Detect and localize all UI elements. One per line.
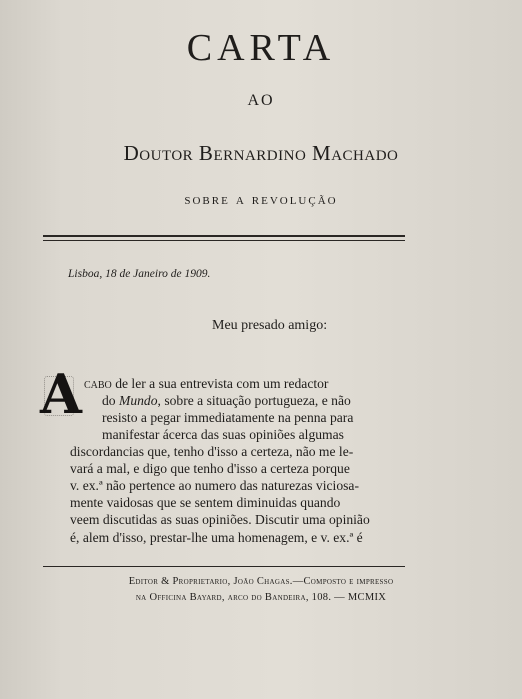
body-line-8: mente vaidosas que se sentem diminuidas quando [70, 495, 341, 510]
line1-text: de ler a sua entrevista com um redactor [115, 376, 329, 391]
body-line-2 [102, 393, 351, 409]
salutation: Meu presado amigo: [212, 318, 328, 333]
body-line-10: é, alem d'isso, prestar-lhe uma homenagem, e v. ex.ª é [70, 530, 363, 545]
newspaper-name: Mundo [119, 393, 158, 408]
body-line-1 [84, 376, 328, 392]
subject-heading: sobre a revolução [184, 191, 338, 208]
footer-rule [43, 566, 405, 567]
document-title: CARTA [186, 27, 336, 69]
header-rule-top [43, 235, 405, 237]
body-line-3: resisto a pegar immediatamente na penna para [102, 410, 354, 425]
footer-line-2: na Officina Bayard, arco do Bandeira, 108. — MCMIX [135, 592, 387, 603]
body-line-7: v. ex.ª não pertence ao numero das naturezas viciosa- [70, 478, 359, 493]
body-line-4: manifestar ácerca das suas opiniões algumas [102, 427, 344, 442]
footer-line-1: Editor & Proprietario, João Chagas.—Composto e impresso [128, 576, 394, 587]
title-preposition: AO [247, 92, 275, 109]
body-line-9: veem discutidas as suas opiniões. Discutir uma opinião [70, 512, 370, 527]
line2-pre: do [102, 393, 116, 408]
first-word-rest: cabo [84, 376, 112, 391]
header-rule-bottom [43, 240, 405, 241]
body-line-6: vará a mal, e digo que tenho d'isso a certeza porque [70, 461, 350, 476]
body-line-5: discordancias que, tenho d'isso a certeza, não me le- [70, 444, 354, 459]
line2-post: , sobre a situação portugueza, e não [157, 393, 351, 408]
ornamental-drop-cap: A [40, 362, 82, 426]
dateline: Lisboa, 18 de Janeiro de 1909. [68, 268, 211, 280]
addressee-heading: Doutor Bernardino Machado [123, 141, 399, 165]
